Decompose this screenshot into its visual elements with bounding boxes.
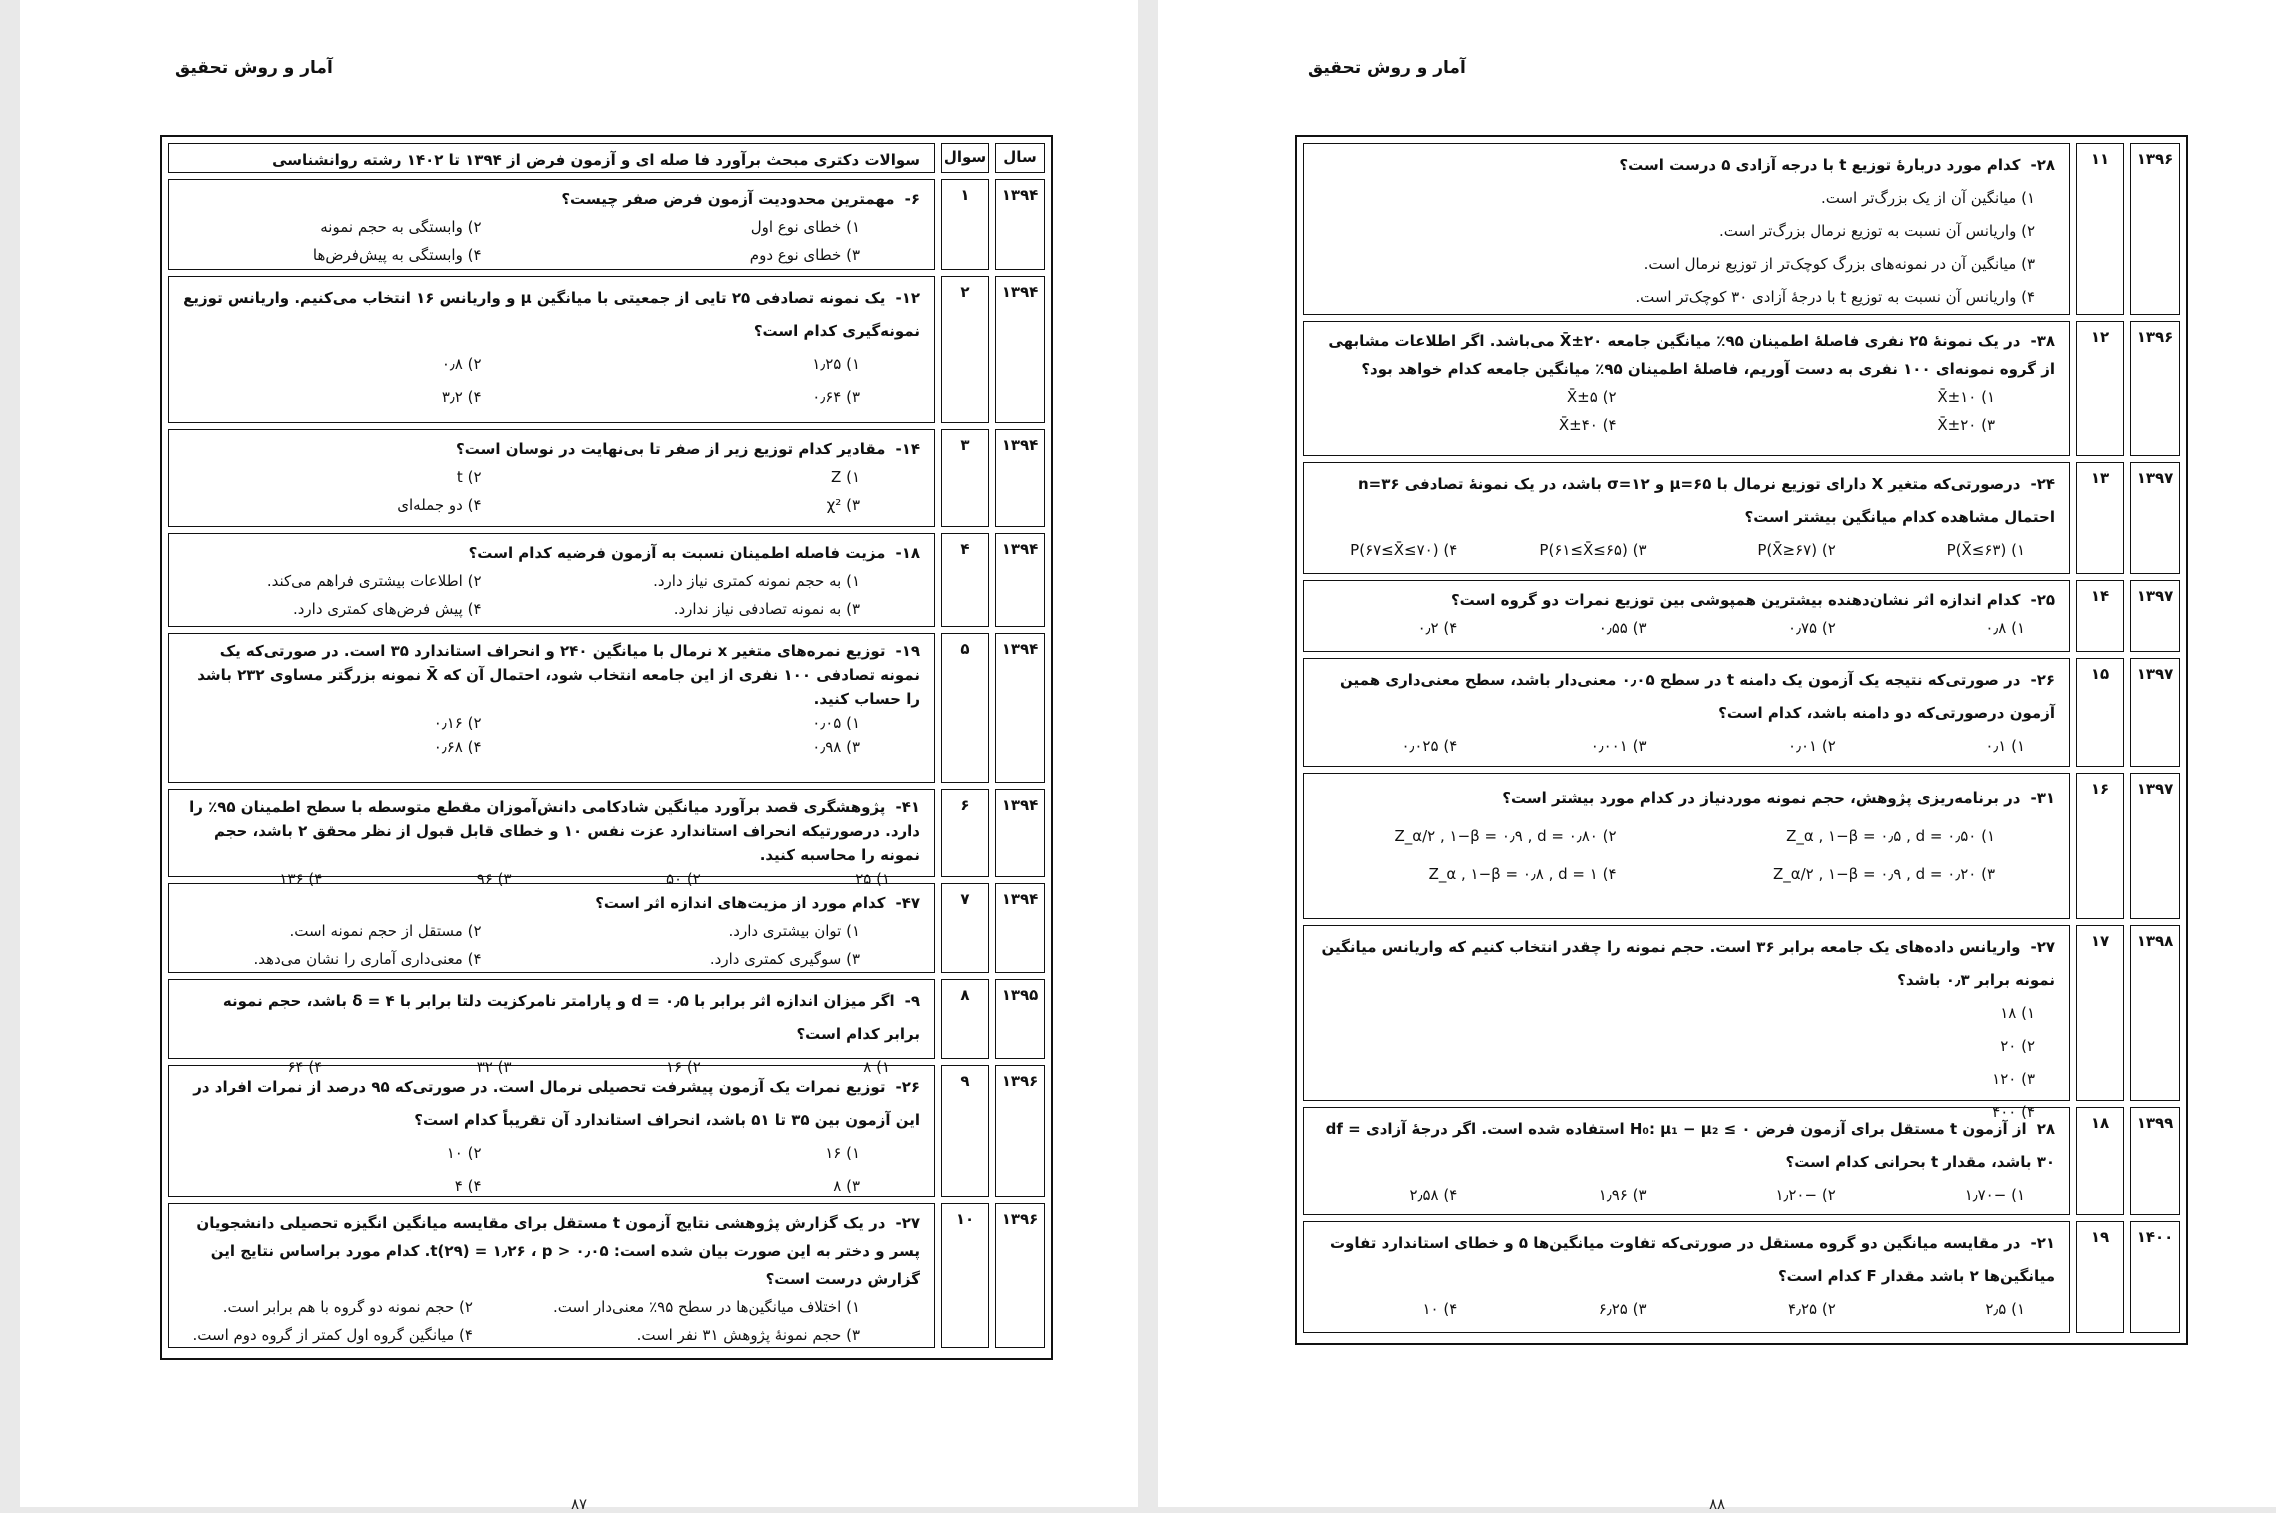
number-cell: ۲ <box>941 276 989 423</box>
option: ۳) به نمونه تصادفی نیاز ندارد. <box>673 600 860 618</box>
question-cell <box>1303 1107 2070 1215</box>
option: ۱) میانگین آن از یک بزرگ‌تر است. <box>1820 189 2035 207</box>
option: ۳) میانگین آن در نمونه‌های بزرگ کوچک‌تر از توزیع نرمال است. <box>1643 255 2035 273</box>
question-number: ۳۸- <box>2030 332 2055 350</box>
option: ۱) ۲٫۵ <box>1985 1300 2025 1318</box>
question-stem: واریانس داده‌های یک جامعه برابر ۳۶ است. حجم نمونه را چقدر انتخاب کنیم که واریانس میانگین نمونه برابر ۰٫۳ باشد؟ <box>1321 938 2055 989</box>
page-88 <box>1158 0 2276 1513</box>
option: ۴) ۰٫۲ <box>1417 619 1458 637</box>
table-row <box>168 276 1045 423</box>
table-row <box>1303 462 2180 574</box>
option: ۱) P(X̄≤۶۳) <box>1946 541 2025 559</box>
question-stem: مزیت فاصله اطمینان نسبت به آزمون فرضیه کدام است؟ <box>468 544 886 562</box>
number-cell: ۱۵ <box>2076 658 2124 767</box>
option: ۴) X̄±۴۰ <box>1558 416 1617 434</box>
option: ۳) حجم نمونهٔ پژوهش ۳۱ نفر است. <box>636 1326 860 1344</box>
option: ۳) ۰٫۰۰۱ <box>1590 737 1647 755</box>
option: ۱) ۲۵ <box>855 870 890 888</box>
question-stem: در مقایسه میانگین دو گروه مستقل در صورتی‌که تفاوت میانگین‌ها ۵ و خطای استاندارد تفاوت میانگین‌ها ۲ باشد مقدار F کدام است؟ <box>1329 1234 2055 1285</box>
question-number: ۲۴- <box>2030 475 2055 493</box>
question-number: ۲۵- <box>2030 591 2055 609</box>
question-cell <box>1303 658 2070 767</box>
question-cell <box>168 1065 935 1197</box>
question-stem: کدام مورد از مزیت‌های اندازه اثر است؟ <box>595 894 886 912</box>
option: ۲) ۱۰ <box>446 1144 482 1162</box>
table-row <box>168 533 1045 627</box>
option: ۲) X̄±۵ <box>1566 388 1617 406</box>
number-cell: ۱۹ <box>2076 1221 2124 1333</box>
option: ۳) ۰٫۵۵ <box>1598 619 1647 637</box>
table-row <box>168 179 1045 270</box>
question-cell <box>168 789 935 888</box>
table-row <box>1303 658 2180 767</box>
header-number: سوال <box>941 143 989 173</box>
question-cell <box>168 533 935 627</box>
question-number: ۴۱- <box>895 798 920 816</box>
option: ۲) ۲۰ <box>2000 1037 2035 1055</box>
year-cell: ۱۳۹۹ <box>2130 1107 2180 1215</box>
year-cell: ۱۳۹۶ <box>995 1065 1045 1197</box>
option: ۲) اطلاعات بیشتری فراهم می‌کند. <box>266 572 482 590</box>
option: ۲) P(X̄≥۶۷) <box>1757 541 1836 559</box>
question-cell <box>168 1203 935 1348</box>
question-cell <box>168 276 935 423</box>
table-row <box>168 883 1045 973</box>
option: ۴) واریانس آن نسبت به توزیع t با درجهٔ آزادی ۳۰ کوچک‌تر است. <box>1635 288 2035 306</box>
question-stem: درصورتی‌که متغیر X دارای توزیع نرمال با μ=۶۵ و σ=۱۲ باشد، در یک نمونهٔ تصادفی n=۳۶ احتمال مشاهده کدام میانگین بیشتر است؟ <box>1357 475 2055 526</box>
option: ۳) ۱٫۹۶ <box>1598 1186 1647 1204</box>
question-stem: کدام مورد دربارهٔ توزیع t با درجه آزادی ۵ درست است؟ <box>1619 156 2021 174</box>
option: ۲) Z_α/۲ , ۱−β = ۰٫۹ , d = ۰٫۸۰ <box>1394 827 1617 845</box>
page-87 <box>20 0 1138 1513</box>
option: ۱) ۰٫۰۵ <box>812 714 860 732</box>
header-title: سوالات دکتری مبحث برآورد فا صله ای و آزمون فرض از ۱۳۹۴ تا ۱۴۰۲ رشته روانشناسی <box>168 143 935 173</box>
year-cell: ۱۳۹۷ <box>2130 462 2180 574</box>
option: ۲) ۴٫۲۵ <box>1788 1300 1836 1318</box>
number-cell: ۳ <box>941 429 989 527</box>
option: ۳) ۰٫۶۴ <box>812 388 860 406</box>
option: ۳) ۰٫۹۸ <box>812 738 860 756</box>
option: ۳) ۱۲۰ <box>1992 1070 2035 1088</box>
option: ۲) ۰٫۰۱ <box>1788 737 1836 755</box>
option: ۳) سوگیری کمتری دارد. <box>709 950 860 968</box>
question-number: ۹- <box>904 992 920 1010</box>
option: ۱) ۱۸ <box>2000 1004 2035 1022</box>
question-number: ۱۲- <box>895 289 920 307</box>
question-stem: در یک گزارش پژوهشی نتایج آزمون t مستقل برای مقایسه میانگین انگیزه تحصیلی دانشجویان پسر و دختر به این صورت بیان شده است: t(۲۹) = ۱٫۲۶ ، p > ۰٫۰۵. کدام مورد براساس نتایج این گزارش درست است؟ <box>196 1214 920 1288</box>
option: ۴) ۰٫۶۸ <box>433 738 482 756</box>
table-row <box>168 979 1045 1076</box>
page-header: آمار و روش تحقیق <box>175 58 333 78</box>
table-row <box>168 1203 1045 1348</box>
table-row <box>1303 925 2180 1121</box>
option: ۴) معنی‌داری آماری را نشان می‌دهد. <box>253 950 482 968</box>
option: ۱) ۱٫۲۵ <box>812 355 860 373</box>
option: ۳) Z_α/۲ , ۱−β = ۰٫۹ , d = ۰٫۲۰ <box>1772 865 1995 883</box>
year-cell: ۱۳۹۴ <box>995 179 1045 270</box>
option: ۲) ۰٫۷۵ <box>1788 619 1836 637</box>
option: ۳) X̄±۲۰ <box>1937 416 1995 434</box>
option: ۲) حجم نمونه دو گروه با هم برابر است. <box>222 1298 473 1316</box>
option: ۲) واریانس آن نسبت به توزیع نرمال بزرگ‌تر است. <box>1718 222 2035 240</box>
option: ۳) خطای نوع دوم <box>749 246 860 264</box>
option: ۲) مستقل از حجم نمونه است. <box>289 922 482 940</box>
question-number: ۱۹- <box>895 642 920 660</box>
option: ۴) ۴۰۰ <box>1992 1103 2035 1121</box>
option: ۴) ۰٫۰۲۵ <box>1401 737 1458 755</box>
question-number: ۳۱- <box>2030 789 2055 807</box>
question-cell <box>1303 321 2070 456</box>
option: ۲) ۵۰ <box>665 870 701 888</box>
option: ۱) اختلاف میانگین‌ها در سطح ۹۵٪ معنی‌دار است. <box>552 1298 860 1316</box>
table-row <box>1303 1221 2180 1333</box>
option: ۴) پیش فرض‌های کمتری دارد. <box>292 600 482 618</box>
number-cell: ۱۷ <box>2076 925 2124 1101</box>
year-cell: ۱۳۹۵ <box>995 979 1045 1059</box>
question-cell <box>168 429 935 527</box>
number-cell: ۵ <box>941 633 989 783</box>
question-cell <box>168 979 935 1076</box>
option: ۲) −۱٫۲۰ <box>1775 1186 1836 1204</box>
question-cell <box>1303 773 2070 919</box>
option: ۴) Z_α , ۱−β = ۰٫۸ , d = ۱ <box>1428 865 1617 883</box>
question-number: ۲۶- <box>2030 671 2055 689</box>
option: ۴) دو جمله‌ای <box>397 496 482 514</box>
number-cell: ۱۳ <box>2076 462 2124 574</box>
table-header-row <box>168 143 1045 173</box>
year-cell: ۱۳۹۷ <box>2130 580 2180 652</box>
question-number: ۲۸- <box>2030 156 2055 174</box>
option: ۴) ۱۳۶ <box>279 870 323 888</box>
question-stem: مهمترین محدودیت آزمون فرض صفر چیست؟ <box>561 190 895 208</box>
option: ۳) χ² <box>826 496 860 514</box>
question-cell <box>168 633 935 783</box>
question-stem: یک نمونه تصادفی ۲۵ تایی از جمعیتی با میانگین μ و واریانس ۱۶ انتخاب می‌کنیم. واریانس توزیع نمونه‌گیری کدام است؟ <box>183 289 920 340</box>
option: ۱) Z <box>831 468 860 486</box>
page-header: آمار و روش تحقیق <box>1308 58 1466 78</box>
table-row <box>168 429 1045 527</box>
table-row <box>168 633 1045 783</box>
option: ۳) P(۶۱≤X̄≤۶۵) <box>1539 541 1647 559</box>
number-cell: ۱۱ <box>2076 143 2124 315</box>
question-stem: اگر میزان اندازه اثر برابر با d = ۰٫۵ و پارامتر نامرکزیت دلتا برابر با δ = ۴ باشد، حجم نمونه برابر کدام است؟ <box>222 992 920 1043</box>
option: ۲) t <box>456 468 482 486</box>
number-cell: ۱۲ <box>2076 321 2124 456</box>
option: ۱) X̄±۱۰ <box>1937 388 1995 406</box>
option: ۴) ۳٫۲ <box>441 388 482 406</box>
question-number: ۲۷- <box>2030 938 2055 956</box>
table-row <box>1303 321 2180 456</box>
question-number: ۱۴- <box>895 440 920 458</box>
option: ۴) ۲٫۵۸ <box>1409 1186 1458 1204</box>
question-cell <box>1303 580 2070 652</box>
table-row <box>168 789 1045 888</box>
question-stem: توزیع نمرات یک آزمون پیشرفت تحصیلی نرمال است. در صورتی‌که ۹۵ درصد از نمرات افراد در این آزمون بین ۳۵ تا ۵۱ باشد، انحراف استاندارد آن تقریباً کدام است؟ <box>193 1078 920 1129</box>
option: ۳) ۸ <box>833 1177 860 1195</box>
question-cell <box>1303 462 2070 574</box>
option: ۲) ۱۶ <box>665 1058 701 1076</box>
number-cell: ۸ <box>941 979 989 1059</box>
option: ۴) میانگین گروه اول کمتر از گروه دوم است. <box>192 1326 473 1344</box>
year-cell: ۱۳۹۶ <box>2130 321 2180 456</box>
year-cell: ۱۳۹۴ <box>995 789 1045 877</box>
option: ۱) ۱۶ <box>825 1144 860 1162</box>
option: ۱) خطای نوع اول <box>750 218 860 236</box>
year-cell: ۱۴۰۰ <box>2130 1221 2180 1333</box>
question-stem: در صورتی‌که نتیجه یک آزمون یک دامنه t در سطح ۰٫۰۵ معنی‌دار باشد، سطح معنی‌داری همین آزمون درصورتی‌که دو دامنه باشد، کدام است؟ <box>1340 671 2055 722</box>
question-number: ۴۷- <box>895 894 920 912</box>
question-number: ۲۸ <box>2036 1120 2055 1138</box>
option: ۳) ۶٫۲۵ <box>1598 1300 1647 1318</box>
question-number: ۶- <box>904 190 920 208</box>
question-stem: در یک نمونهٔ ۲۵ نفری فاصلهٔ اطمینان ۹۵٪ میانگین جامعه X̄±۲۰ می‌باشد. اگر اطلاعات مشابهی از گروه نمونه‌ای ۱۰۰ نفری به دست آوریم، فاصلهٔ اطمینان ۹۵٪ میانگین جامعه کدام خواهد بود؟ <box>1328 332 2055 378</box>
number-cell: ۴ <box>941 533 989 627</box>
option: ۴) ۶۴ <box>287 1058 323 1076</box>
table-row <box>1303 580 2180 652</box>
question-cell <box>168 179 935 270</box>
year-cell: ۱۳۹۴ <box>995 633 1045 783</box>
table-row <box>1303 1107 2180 1215</box>
question-stem: پژوهشگری قصد برآورد میانگین شادکامی دانش‌آموزان مقطع متوسطه با سطح اطمینان ۹۵٪ را دارد. درصورتیکه انحراف استاندارد عزت نفس ۱۰ و خطای قابل قبول از نظر محقق ۲ باشد، حجم نمونه را محاسبه کنید. <box>189 798 920 864</box>
option: ۱) −۱٫۷۰ <box>1964 1186 2025 1204</box>
question-number: ۲۷- <box>895 1214 920 1232</box>
option: ۱) به حجم نمونه کمتری نیاز دارد. <box>653 572 860 590</box>
year-cell: ۱۳۹۷ <box>2130 658 2180 767</box>
year-cell: ۱۳۹۶ <box>995 1203 1045 1348</box>
option: ۴) ۱۰ <box>1422 1300 1458 1318</box>
year-cell: ۱۳۹۶ <box>2130 143 2180 315</box>
table-row <box>1303 143 2180 315</box>
question-table <box>1295 135 2188 1345</box>
number-cell: ۹ <box>941 1065 989 1197</box>
question-table <box>160 135 1053 1360</box>
table-row <box>1303 773 2180 919</box>
option: ۴) وابستگی به پیش‌فرض‌ها <box>312 246 482 264</box>
year-cell: ۱۳۹۸ <box>2130 925 2180 1101</box>
page-number: ۸۷ <box>570 1495 588 1513</box>
question-cell <box>168 883 935 973</box>
option: ۱) توان بیشتری دارد. <box>728 922 860 940</box>
option: ۴) P(۶۷≤X̄≤۷۰) <box>1350 541 1458 559</box>
question-cell <box>1303 143 2070 315</box>
question-stem: مقادیر کدام توزیع زیر از صفر تا بی‌نهایت در نوسان است؟ <box>456 440 886 458</box>
question-stem: کدام اندازه اثر نشان‌دهنده بیشترین همپوشی بین توزیع نمرات دو گروه است؟ <box>1450 591 2021 609</box>
year-cell: ۱۳۹۴ <box>995 276 1045 423</box>
question-cell <box>1303 925 2070 1121</box>
question-stem: از آزمون t مستقل برای آزمون فرض H₀: μ₁ − μ₂ ≤ ۰ استفاده شده است. اگر درجهٔ آزادی df = ۳۰ باشد، مقدار t بحرانی کدام است؟ <box>1325 1120 2055 1171</box>
option: ۳) ۳۲ <box>476 1058 512 1076</box>
option: ۲) وابستگی به حجم نمونه <box>320 218 482 236</box>
year-cell: ۱۳۹۷ <box>2130 773 2180 919</box>
question-stem: در برنامه‌ریزی پژوهش، حجم نمونه موردنیاز در کدام مورد بیشتر است؟ <box>1502 789 2021 807</box>
question-stem: توزیع نمره‌های متغیر x نرمال با میانگین ۲۴۰ و انحراف استاندارد ۳۵ است. در صورتی‌که یک نمونه تصادفی ۱۰۰ نفری از این جامعه انتخاب شود، احتمال آن که X̄ نمونه بزرگتر مساوی ۲۳۲ باشد را حساب کنید. <box>197 642 920 708</box>
number-cell: ۷ <box>941 883 989 973</box>
number-cell: ۱۸ <box>2076 1107 2124 1215</box>
question-number: ۲۱- <box>2030 1234 2055 1252</box>
option: ۱) Z_α , ۱−β = ۰٫۵ , d = ۰٫۵۰ <box>1786 827 1995 845</box>
page-number: ۸۸ <box>1708 1495 1726 1513</box>
question-number: ۲۶- <box>895 1078 920 1096</box>
option: ۱) ۸ <box>863 1058 890 1076</box>
option: ۱) ۰٫۸ <box>1985 619 2025 637</box>
year-cell: ۱۳۹۴ <box>995 533 1045 627</box>
year-cell: ۱۳۹۴ <box>995 429 1045 527</box>
year-cell: ۱۳۹۴ <box>995 883 1045 973</box>
option: ۱) ۰٫۱ <box>1985 737 2025 755</box>
header-year: سال <box>995 143 1045 173</box>
number-cell: ۱ <box>941 179 989 270</box>
option: ۲) ۰٫۱۶ <box>433 714 482 732</box>
number-cell: ۱۰ <box>941 1203 989 1348</box>
number-cell: ۱۴ <box>2076 580 2124 652</box>
option: ۴) ۴ <box>454 1177 482 1195</box>
number-cell: ۱۶ <box>2076 773 2124 919</box>
question-number: ۱۸- <box>895 544 920 562</box>
question-cell <box>1303 1221 2070 1333</box>
number-cell: ۶ <box>941 789 989 877</box>
option: ۲) ۰٫۸ <box>441 355 482 373</box>
option: ۳) ۹۶ <box>476 870 512 888</box>
table-row <box>168 1065 1045 1197</box>
